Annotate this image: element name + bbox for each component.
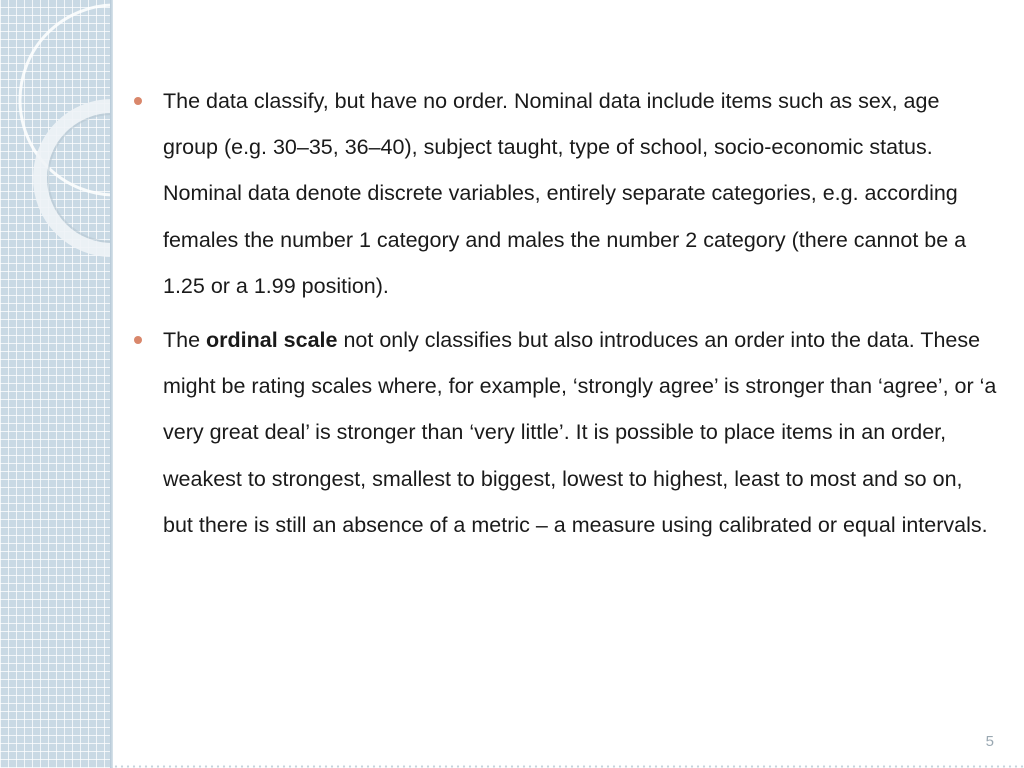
- bullet-bold-term: ordinal scale: [206, 328, 338, 353]
- bullet-dot-icon: [134, 97, 142, 105]
- decorative-sidebar: [0, 0, 113, 768]
- page-number: 5: [985, 733, 994, 750]
- bullet-ordinal-scale: [128, 317, 998, 548]
- bullet-prefix: The: [163, 328, 207, 353]
- decorative-rings-graphic: [0, 0, 113, 768]
- bullet-nominal-data: [128, 78, 998, 309]
- bullet-text: not only classifies but also introduces an order into the data. These might be rating scales where, for example, ‘strongly agree’ is stronger than ‘agree’, or ‘a very great deal’ is stronger than ‘very little’. It is possible to place items in an order, weakest to strongest, smallest to biggest, lowest to highest, least to most and so on, but there is still an absence of a metric – a measure using calibrated or equal intervals.: [163, 328, 997, 537]
- sidebar-edge: [110, 0, 113, 768]
- slide-content: [128, 78, 998, 556]
- bullet-text: The data classify, but have no order. Nominal data include items such as sex, age group (e.g. 30–35, 36–40), subject taught, type of school, socio-economic status. Nominal data denote discrete variables, entirely separate categories, e.g. according females the number 1 category and males the number 2 category (there cannot be a 1.25 or a 1.99 position).: [163, 89, 967, 298]
- bullet-dot-icon: [134, 336, 142, 344]
